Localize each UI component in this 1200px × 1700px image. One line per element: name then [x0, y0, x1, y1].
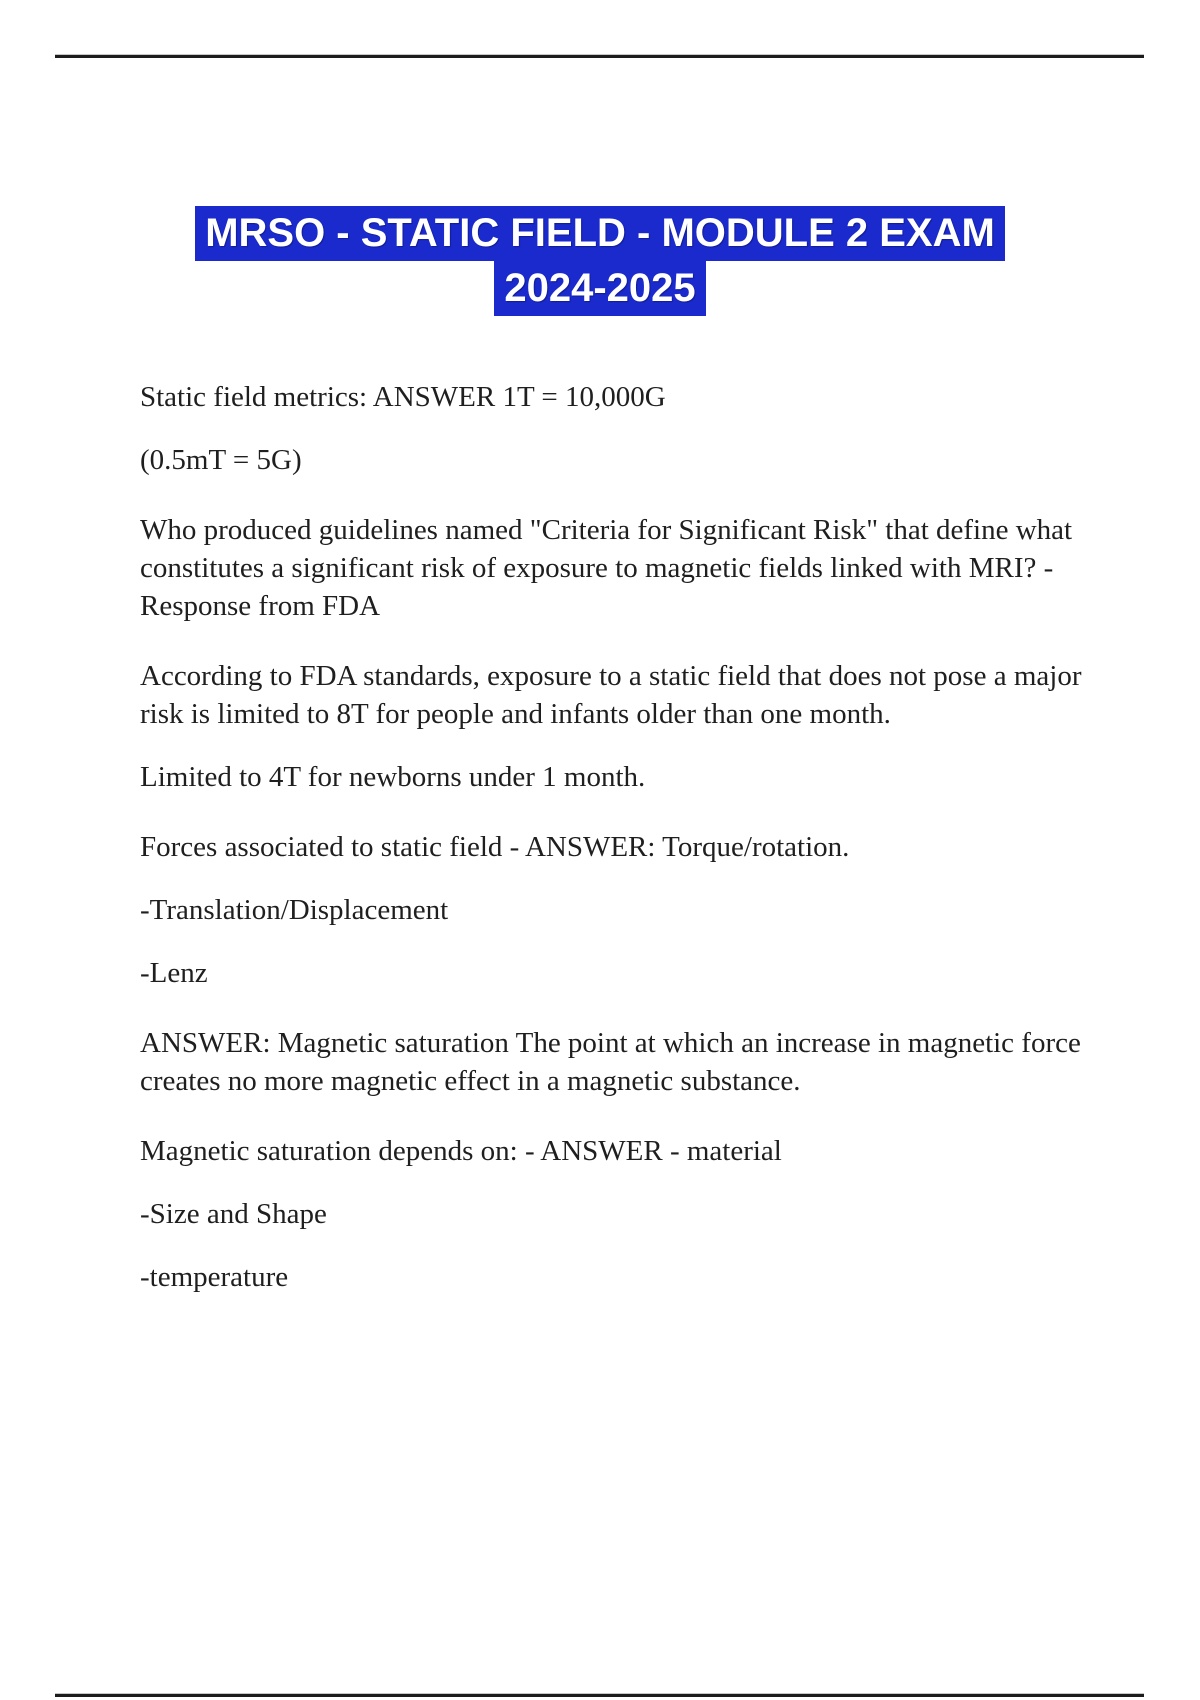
paragraph-forces-static-field: Forces associated to static field - ANSWER: Torque/rotation. [140, 831, 850, 863]
exam-title-text-1: MRSO - STATIC FIELD - MODULE 2 EXAM [195, 206, 1005, 261]
exam-title-line-1 [0, 206, 1200, 261]
paragraph-fda-standards: According to FDA standards, exposure to a static field that does not pose a major risk is limited to 8T for people and infants older than one month. [140, 660, 1082, 730]
paragraph-limited-newborns: Limited to 4T for newborns under 1 month. [140, 761, 646, 793]
paragraph-who-produced-guidelines: Who produced guidelines named "Criteria for Significant Risk" that define what constitutes a significant risk of exposure to magnetic fields linked with MRI? - Response from FDA [140, 514, 1073, 622]
paragraph-translation-displacement: -Translation/Displacement [140, 894, 449, 926]
paragraph-saturation-depends-on: Magnetic saturation depends on: - ANSWER - material [140, 1135, 782, 1167]
top-horizontal-rule [55, 55, 1144, 58]
paragraph-temperature: -temperature [140, 1261, 289, 1293]
paragraph-magnetic-saturation-definition: ANSWER: Magnetic saturation The point at which an increase in magnetic force creates no more magnetic effect in a magnetic substance. [140, 1027, 1081, 1097]
exam-title-line-2 [0, 261, 1200, 316]
exam-title-text-2: 2024-2025 [494, 261, 705, 316]
paragraph-size-and-shape: -Size and Shape [140, 1198, 327, 1230]
paragraph-half-mt: (0.5mT = 5G) [140, 444, 302, 476]
paragraph-lenz: -Lenz [140, 957, 208, 989]
bottom-horizontal-rule [55, 1694, 1144, 1697]
document-body [140, 378, 1090, 1296]
paragraph-static-field-metrics: Static field metrics: ANSWER 1T = 10,000G [140, 381, 666, 413]
exam-title [0, 0, 1200, 316]
